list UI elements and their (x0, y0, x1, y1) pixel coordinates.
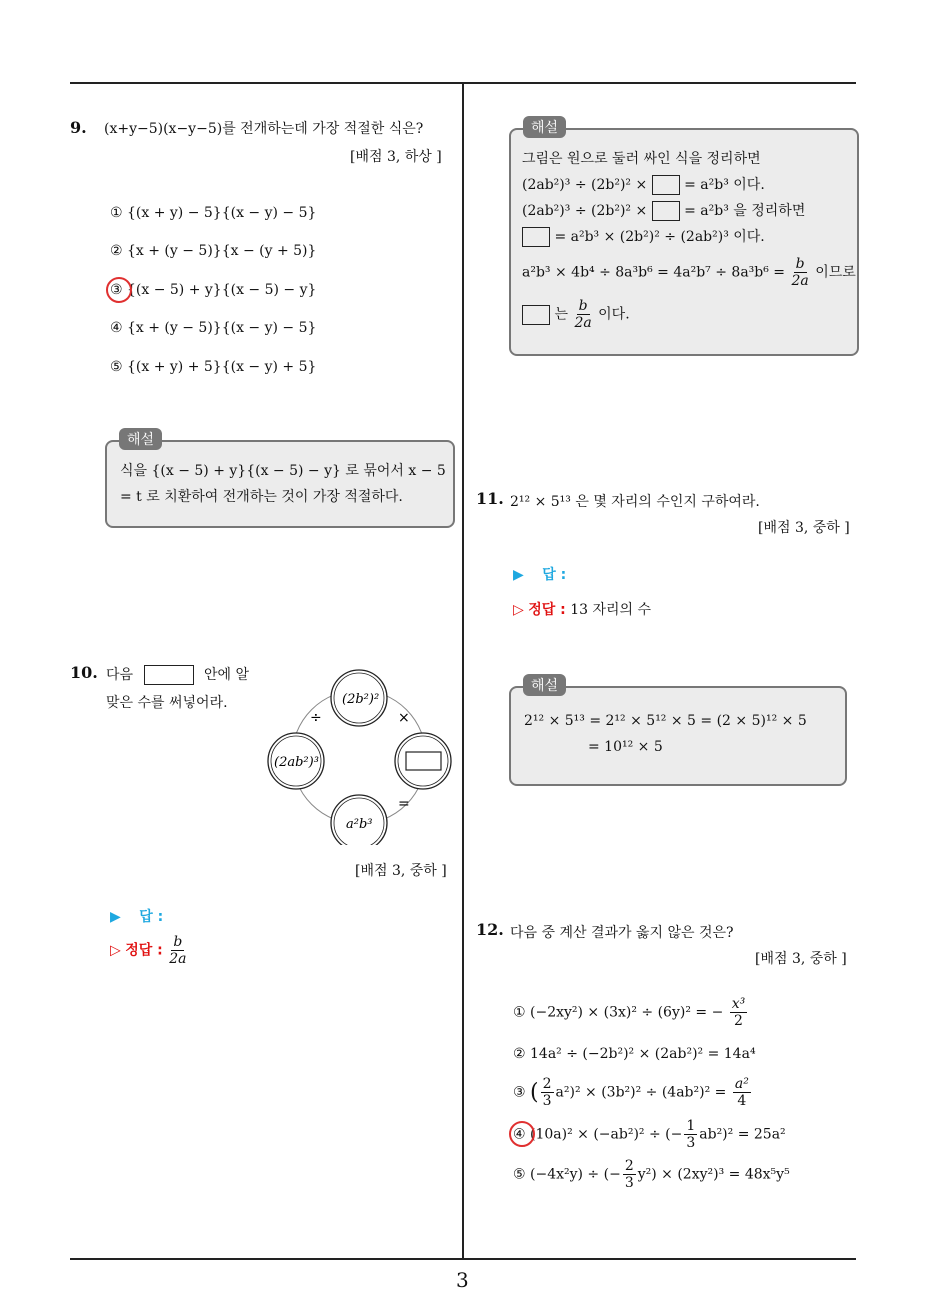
exp-fraction-2: $\frac{b}{2a}$ (574, 298, 592, 331)
q10-exp-line-6: 는 $\frac{b}{2a}$ 이다. (522, 298, 630, 331)
q9-option-2[interactable]: ② {x + (y − 5)}{x − (y + 5)} (110, 243, 317, 259)
diagram-bottom-expr: a²b³ (346, 817, 373, 832)
q11-number: 11. (476, 489, 504, 508)
diagram-top-expr: (2b²)² (342, 692, 380, 707)
q10-question-line-2: 맞은 수를 써넣어라. (106, 695, 228, 711)
diagram-op-divide: ÷ (310, 710, 322, 726)
q9-answer-mark-circle (106, 277, 132, 303)
q11-explanation-line-2: = 10¹² × 5 (588, 739, 663, 755)
q10-question-text-a: 다음 (106, 667, 134, 683)
q12-score: [배점 3, 중하 ] (755, 951, 847, 967)
q11-correct-line (513, 599, 651, 619)
q9-explanation-line-2: = t 로 치환하여 전개하는 것이 가장 적절하다. (120, 489, 403, 505)
page-number: 3 (456, 1268, 469, 1292)
q11-correct-value: 13 자리의 수 (570, 602, 652, 618)
q12-option-4[interactable]: ④ (10a)² × (−ab²)² ÷ (− $\frac{1}{3}$ ab²)² = 25a² (513, 1118, 786, 1151)
q11-explanation-line-1: 2¹² × 5¹³ = 2¹² × 5¹² × 5 = (2 × 5)¹² × 5 (524, 713, 807, 729)
q10-answer-label: 답 : (139, 909, 164, 925)
q10-number: 10. (70, 663, 98, 682)
q12-answer-mark-circle (509, 1121, 535, 1147)
exp-blank-box-4 (522, 305, 550, 325)
play-triangle-icon: ▶ (513, 567, 524, 583)
diagram-op-multiply: × (398, 710, 410, 726)
q9-question: (x+y−5)(x−y−5)를 전개하는데 가장 적절한 식은? (104, 121, 424, 137)
q10-explanation-tag: 해설 (523, 116, 566, 138)
q10-correct-line (110, 934, 188, 967)
q10-question-text-b: 안에 알 (203, 667, 249, 683)
q12-option-3[interactable]: ③ ( $\frac{2}{3}$ a²)² × (3b²)² ÷ (4ab²)² = $\frac{\text{a²}}{4}$ (513, 1076, 749, 1109)
q10-exp-line-5: a²b³ × 4b⁴ ÷ 8a³b⁶ = 4a²b⁷ ÷ 8a³b⁶ = $\frac{b}{2a}$ 이므로 (522, 256, 856, 289)
q9-explanation-line-1: 식을 {(x − 5) + y}{(x − 5) − y} 로 묶어서 x − 5 (120, 463, 446, 479)
outline-triangle-icon: ▷ (513, 602, 524, 618)
q11-score: [배점 3, 중하 ] (758, 520, 850, 536)
q12-option-5[interactable]: ⑤ (−4x²y) ÷ (− $\frac{2}{3}$ y²) × (2xy²)³ = 48x⁵y⁵ (513, 1158, 790, 1191)
q9-explanation-tag: 해설 (119, 428, 162, 450)
q9-option-5[interactable]: ⑤ {(x + y) + 5}{(x − y) + 5} (110, 359, 317, 375)
play-triangle-icon: ▶ (110, 909, 121, 925)
column-divider (462, 82, 464, 1259)
q9-option-3[interactable]: ③ {(x − 5) + y}{(x − 5) − y} (110, 282, 317, 298)
q9-number: 9. (70, 118, 87, 137)
q10-answer-line (110, 906, 163, 926)
q10-circle-diagram (262, 660, 457, 845)
exp-fraction-1: $\frac{b}{2a}$ (791, 256, 809, 289)
q9-score: [배점 3, 하상 ] (350, 149, 442, 165)
q10-correct-label: 정답 : (125, 942, 163, 959)
q10-exp-line-1: 그림은 원으로 둘러 싸인 식을 정리하면 (522, 151, 761, 167)
q12-question: 다음 중 계산 결과가 옳지 않은 것은? (510, 925, 734, 941)
outline-triangle-icon: ▷ (110, 942, 121, 959)
q10-exp-line-3: (2ab²)³ ÷ (2b²)² × = a²b³ 을 정리하면 (522, 203, 806, 219)
q10-exp-line-2: (2ab²)³ ÷ (2b²)² × = a²b³ 이다. (522, 177, 765, 193)
diagram-left-expr: (2ab²)³ (274, 755, 319, 770)
exp-blank-box-1 (652, 175, 680, 195)
q10-score: [배점 3, 중하 ] (355, 863, 447, 879)
q11-answer-label: 답 : (542, 567, 567, 583)
q11-explanation-tag: 해설 (523, 674, 566, 696)
q9-option-1[interactable]: ① {(x + y) − 5}{(x − y) − 5} (110, 205, 317, 221)
q12-option-2[interactable]: ② 14a² ÷ (−2b²)² × (2ab²)² = 14a⁴ (513, 1046, 756, 1062)
q12-option-1[interactable]: ① (−2xy²) × (3x)² ÷ (6y)² = − $\frac{\text{x³}}{2}$ (513, 996, 746, 1029)
diagram-op-equals: = (398, 796, 410, 812)
q11-question: 2¹² × 5¹³ 은 몇 자리의 수인지 구하여라. (510, 494, 760, 510)
exp-blank-box-2 (652, 201, 680, 221)
q11-explanation-box (509, 686, 847, 786)
q10-correct-fraction: $\frac{b}{2a}$ (169, 934, 187, 967)
q10-exp-line-4: = a²b³ × (2b²)² ÷ (2ab²)³ 이다. (522, 224, 765, 250)
q9-option-4[interactable]: ④ {x + (y − 5)}{(x − y) − 5} (110, 320, 317, 336)
q11-answer-line (513, 564, 566, 584)
exp-blank-box-3 (522, 227, 550, 247)
q10-blank-box (144, 665, 194, 685)
q10-question-line-1 (106, 664, 249, 685)
q11-correct-label: 정답 : (528, 602, 566, 618)
q12-number: 12. (476, 920, 504, 939)
